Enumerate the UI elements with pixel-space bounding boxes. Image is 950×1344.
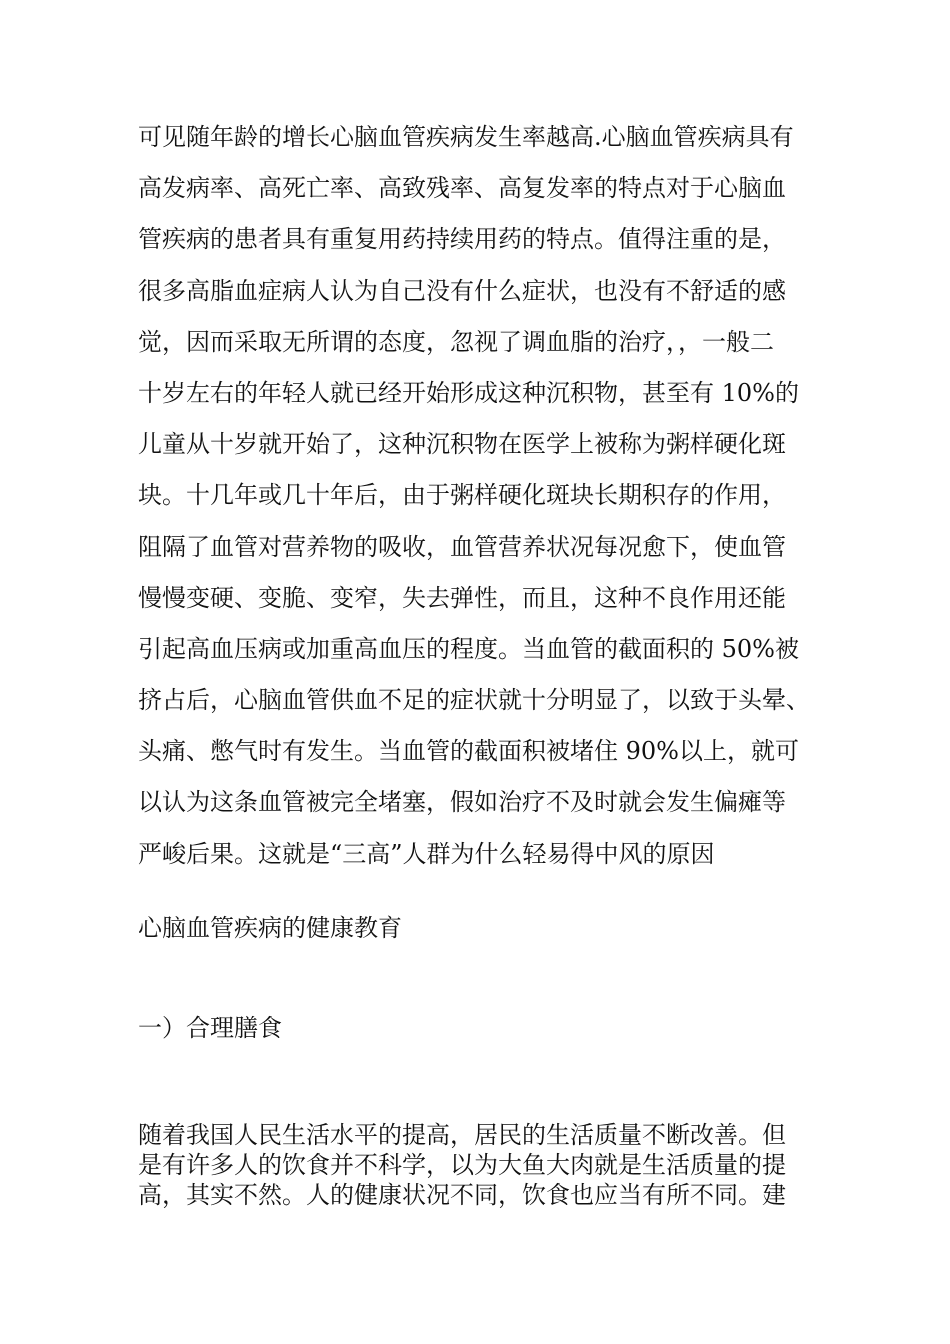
- text-line: 严峻后果。这就是“三高”人群为什么轻易得中风的原因: [138, 839, 715, 868]
- text-line: 觉，因而采取无所谓的态度，忽视了调血脂的治疗，，一般二: [138, 327, 774, 356]
- body-paragraph: [138, 1120, 838, 1210]
- text-line: 高发病率、高死亡率、高致残率、高复发率的特点对于心脑血: [138, 174, 786, 203]
- text-line: 十岁左右的年轻人就已经开始形成这种沉积物，甚至有 10%的: [138, 378, 799, 407]
- text-line: 高，其实不然。人的健康状况不同，饮食也应当有所不同。建: [138, 1181, 786, 1209]
- body-paragraph: [138, 112, 838, 880]
- text-line: 随着我国人民生活水平的提高，居民的生活质量不断改善。但: [138, 1121, 786, 1149]
- text-line: 可见随年龄的增长心脑血管疾病发生率越高.心脑血管疾病具有: [138, 123, 794, 151]
- text-line: 挤占后，心脑血管供血不足的症状就十分明显了，以致于头晕、: [138, 686, 810, 715]
- text-line: 阻隔了血管对营养物的吸收，血管营养状况每况愈下，使血管: [138, 532, 786, 561]
- text-line: 是有许多人的饮食并不科学，以为大鱼大肉就是生活质量的提: [138, 1151, 786, 1179]
- text-line: 头痛、憋气时有发生。当血管的截面积被堵住 90%以上，就可: [138, 737, 799, 766]
- text-line: 儿童从十岁就开始了，这种沉积物在医学上被称为粥样硬化斑: [138, 430, 786, 459]
- section-heading: 心脑血管疾病的健康教育: [138, 914, 402, 942]
- text-line: 慢慢变硬、变脆、变窄，失去弹性，而且，这种不良作用还能: [138, 583, 786, 612]
- text-line: 管疾病的患者具有重复用药持续用药的特点。值得注重的是，: [138, 225, 786, 254]
- text-line: 很多高脂血症病人认为自己没有什么症状，也没有不舒适的感: [138, 276, 786, 305]
- text-line: 以认为这条血管被完全堵塞，假如治疗不及时就会发生偏瘫等: [138, 788, 786, 817]
- subsection-heading: 一）合理膳食: [138, 1014, 282, 1042]
- text-line: 块。十几年或几十年后，由于粥样硬化斑块长期积存的作用，: [138, 481, 786, 510]
- text-line: 引起高血压病或加重高血压的程度。当血管的截面积的 50%被: [138, 634, 799, 663]
